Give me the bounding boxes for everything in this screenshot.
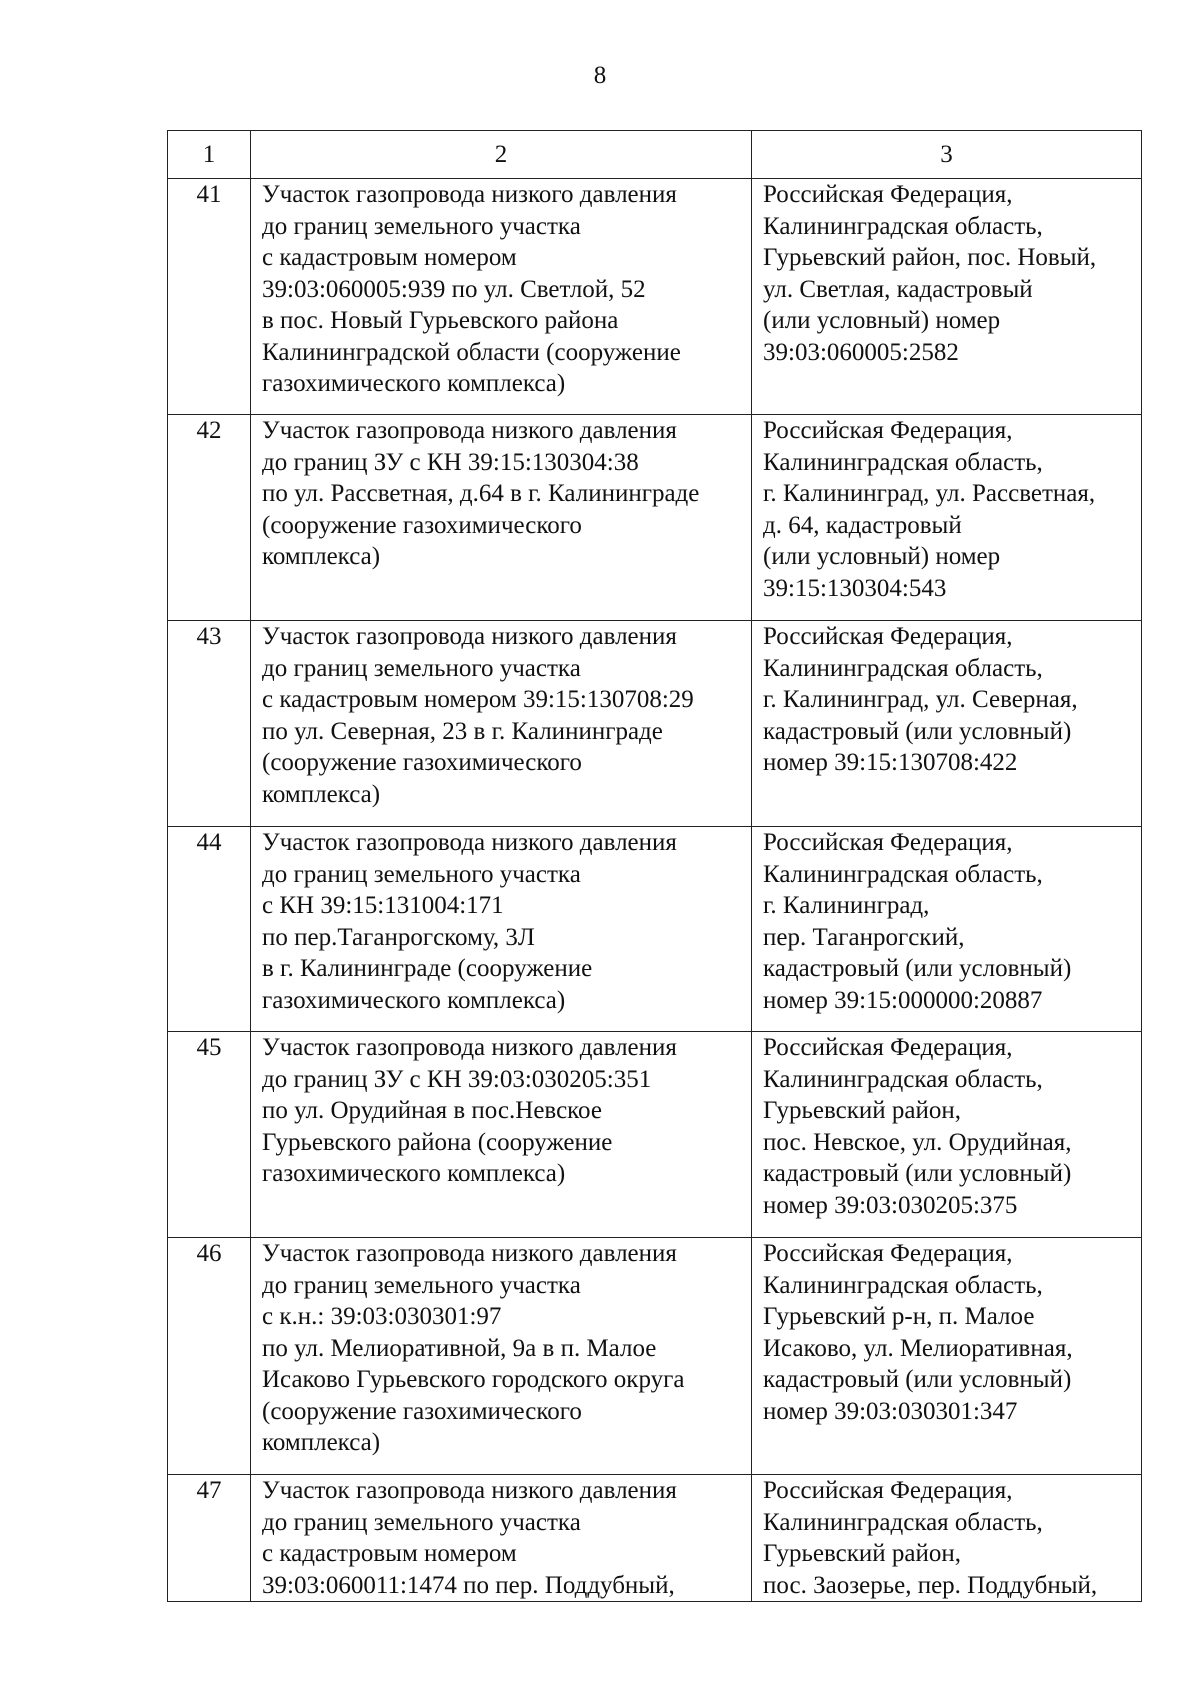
description-line: до границ ЗУ с КН 39:15:130304:38 [262, 448, 639, 476]
address-line: Гурьевский район, [763, 1540, 962, 1567]
description-line: до границ земельного участка [262, 1271, 581, 1299]
address-line: г. Калининград, ул. Северная, [763, 686, 1078, 713]
object-address [752, 827, 1142, 1032]
header-col-2: 2 [251, 131, 752, 179]
address-line: Российская Федерация, [763, 829, 1013, 856]
address-line: Калининградская область, [763, 1271, 1043, 1299]
row-number: 42 [168, 415, 251, 621]
header-col-3: 3 [752, 131, 1142, 179]
address-line: номер 39:15:000000:20887 [763, 986, 1043, 1014]
description-line: Участок газопровода низкого давления [262, 1240, 677, 1267]
description-line: 39:03:060011:1474 по пер. Поддубный, [262, 1571, 675, 1599]
address-line: Калининградская область, [763, 1065, 1043, 1093]
description-line: комплекса) [262, 543, 381, 570]
description-line: до границ земельного участка [262, 654, 581, 682]
object-address [752, 415, 1142, 621]
address-line: Калининградская область, [763, 860, 1043, 888]
description-line: с кадастровым номером [262, 244, 517, 271]
description-line: комплекса) [262, 780, 381, 808]
address-line: Российская Федерация, [763, 623, 1013, 650]
description-line: по ул. Рассветная, д.64 в г. Калининграде [262, 480, 700, 507]
row-number: 44 [168, 827, 251, 1032]
description-line: Участок газопровода низкого давления [262, 623, 677, 650]
object-description [251, 179, 752, 415]
object-description [251, 415, 752, 621]
address-line: пос. Невское, ул. Орудийная, [763, 1128, 1072, 1156]
address-line: Российская Федерация, [763, 1034, 1013, 1061]
description-line: с кадастровым номером [262, 1540, 517, 1567]
table-row [168, 827, 1142, 1032]
address-line: г. Калининград, [763, 892, 930, 919]
description-line: до границ ЗУ с КН 39:03:030205:351 [262, 1065, 652, 1093]
address-line: Гурьевский район, пос. Новый, [763, 244, 1097, 271]
description-line: комплекса) [262, 1429, 381, 1456]
address-line: Российская Федерация, [763, 417, 1013, 444]
description-line: газохимического комплекса) [262, 986, 566, 1014]
address-line: Калининградская область, [763, 1508, 1043, 1536]
object-address [752, 1032, 1142, 1238]
description-line: по пер.Таганрогскому, 3Л [262, 923, 535, 951]
description-line: (сооружение газохимического [262, 749, 582, 776]
object-description [251, 1475, 752, 1602]
description-line: с кадастровым номером 39:15:130708:29 [262, 686, 694, 713]
row-number: 43 [168, 621, 251, 827]
description-line: газохимического комплекса) [262, 1160, 566, 1187]
description-line: с к.н.: 39:03:030301:97 [262, 1303, 502, 1330]
address-line: д. 64, кадастровый [763, 511, 962, 539]
row-number: 46 [168, 1238, 251, 1475]
address-line: Калининградская область, [763, 448, 1043, 476]
object-address [752, 1475, 1142, 1602]
address-line: г. Калининград, ул. Рассветная, [763, 480, 1096, 507]
address-line: (или условный) номер [763, 307, 1001, 334]
description-line: Участок газопровода низкого давления [262, 417, 677, 444]
description-line: в пос. Новый Гурьевского района [262, 307, 619, 334]
description-line: (сооружение газохимического [262, 511, 582, 539]
description-line: до границ земельного участка [262, 1508, 581, 1536]
table-header-row [168, 131, 1142, 179]
description-line: Исаково Гурьевского городского округа [262, 1366, 685, 1393]
address-line: (или условный) номер [763, 543, 1001, 570]
page-number: 8 [593, 62, 607, 89]
description-line: по ул. Северная, 23 в г. Калининграде [262, 717, 663, 745]
description-line: Участок газопровода низкого давления [262, 1477, 677, 1504]
register-table [167, 130, 1142, 1602]
address-line: кадастровый (или условный) [763, 717, 1072, 745]
object-address [752, 179, 1142, 415]
address-line: кадастровый (или условный) [763, 1366, 1072, 1393]
row-number: 47 [168, 1475, 251, 1602]
description-line: Участок газопровода низкого давления [262, 181, 677, 208]
address-line: номер 39:03:030205:375 [763, 1191, 1018, 1219]
address-line: кадастровый (или условный) [763, 955, 1072, 982]
object-address [752, 621, 1142, 827]
header-col-1: 1 [168, 131, 251, 179]
table-row [168, 415, 1142, 621]
description-line: с КН 39:15:131004:171 [262, 892, 504, 919]
table-row [168, 179, 1142, 415]
description-line: по ул. Мелиоративной, 9а в п. Малое [262, 1334, 657, 1362]
object-description [251, 1032, 752, 1238]
address-line: номер 39:03:030301:347 [763, 1397, 1018, 1425]
description-line: в г. Калининграде (сооружение [262, 955, 593, 982]
description-line: (сооружение газохимического [262, 1397, 582, 1425]
object-description [251, 1238, 752, 1475]
address-line: Исаково, ул. Мелиоративная, [763, 1334, 1073, 1362]
description-line: Участок газопровода низкого давления [262, 1034, 677, 1061]
table-row [168, 1475, 1142, 1602]
table-row [168, 1238, 1142, 1475]
object-description [251, 621, 752, 827]
address-line: Российская Федерация, [763, 1477, 1013, 1504]
description-line: Участок газопровода низкого давления [262, 829, 677, 856]
address-line: Российская Федерация, [763, 1240, 1013, 1267]
table-row [168, 621, 1142, 827]
table-row [168, 1032, 1142, 1238]
description-line: 39:03:060005:939 по ул. Светлой, 52 [262, 275, 646, 303]
object-address [752, 1238, 1142, 1475]
description-line: по ул. Орудийная в пос.Невское [262, 1097, 602, 1124]
address-line: номер 39:15:130708:422 [763, 749, 1018, 776]
address-line: Российская Федерация, [763, 181, 1013, 208]
row-number: 45 [168, 1032, 251, 1238]
description-line: Гурьевского района (сооружение [262, 1128, 613, 1156]
address-line: пос. Заозерье, пер. Поддубный, [763, 1571, 1098, 1599]
address-line: Гурьевский район, [763, 1097, 962, 1124]
address-line: 39:03:060005:2582 [763, 338, 959, 366]
description-line: до границ земельного участка [262, 212, 581, 240]
description-line: Калининградской области (сооружение [262, 338, 681, 366]
address-line: 39:15:130304:543 [763, 574, 947, 602]
object-description [251, 827, 752, 1032]
description-line: газохимического комплекса) [262, 370, 566, 397]
address-line: кадастровый (или условный) [763, 1160, 1072, 1187]
description-line: до границ земельного участка [262, 860, 581, 888]
address-line: Гурьевский р-н, п. Малое [763, 1303, 1035, 1330]
address-line: Калининградская область, [763, 654, 1043, 682]
address-line: пер. Таганрогский, [763, 923, 965, 951]
row-number: 41 [168, 179, 251, 415]
address-line: Калининградская область, [763, 212, 1043, 240]
address-line: ул. Светлая, кадастровый [763, 275, 1033, 303]
